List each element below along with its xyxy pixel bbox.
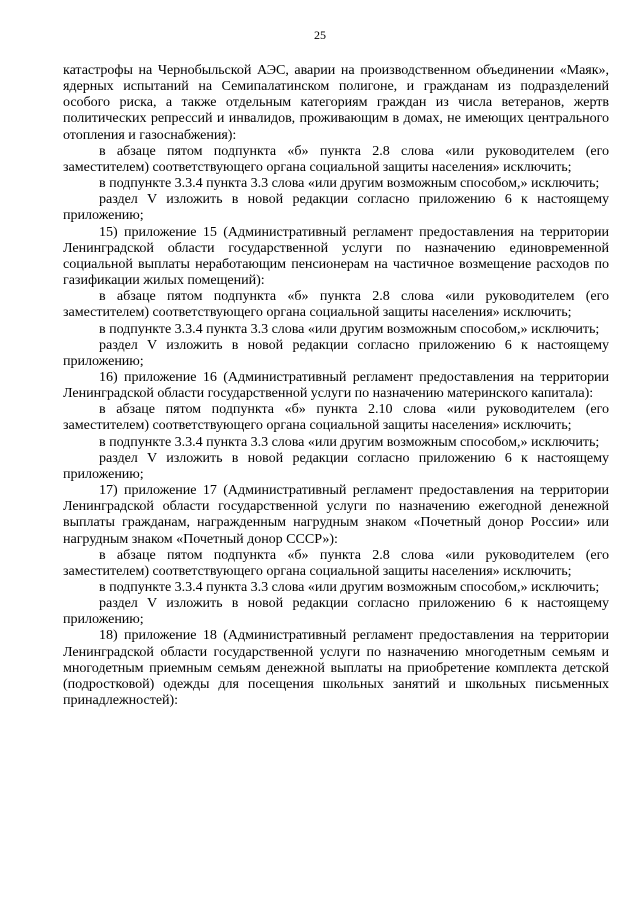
- paragraph-item-17: 17) приложение 17 (Административный регламент предоставления на территории Ленинградской области государственной услуги по назначению ежегодной денежной выплаты гражданам, награжденным нагрудным знаком «Почетный донор России» или нагрудным знаком «Почетный донор СССР»):: [63, 482, 609, 547]
- paragraph: раздел V изложить в новой редакции согласно приложению 6 к настоящему приложению;: [63, 595, 609, 628]
- paragraph: в подпункте 3.3.4 пункта 3.3 слова «или другим возможным способом,» исключить;: [99, 175, 600, 192]
- paragraph-item-18: 18) приложение 18 (Административный регламент предоставления на территории Ленинградской области государственной услуги по назначению многодетным семьям и многодетным приемным семьям денежной выплаты на приобретение комплекта детской (подростковой) одежды для посещения школьных занятий и школьных письменных принадлежностей):: [63, 627, 609, 709]
- paragraph: в подпункте 3.3.4 пункта 3.3 слова «или другим возможным способом,» исключить;: [99, 433, 600, 450]
- paragraph: в подпункте 3.3.4 пункта 3.3 слова «или другим возможным способом,» исключить;: [99, 579, 600, 595]
- paragraph: раздел V изложить в новой редакции согласно приложению 6 к настоящему приложению;: [63, 336, 609, 369]
- paragraph: в абзаце пятом подпункта «б» пункта 2.8 слова «или руководителем (его заместителем) соответствующего органа социальной защиты населения» исключить;: [63, 142, 609, 175]
- paragraph-item-15: 15) приложение 15 (Административный регламент предоставления на территории Ленинградской области государственной услуги по назначению единовременной социальной выплаты неработающим пенсионерам на частичное возмещение расходов по газификации жилых помещений):: [63, 223, 609, 289]
- document-body: [63, 62, 609, 708]
- paragraph: в абзаце пятом подпункта «б» пункта 2.10 слова «или руководителем (его заместителем) соответствующего органа социальной защиты населения» исключить;: [63, 401, 609, 434]
- paragraph-item-16: 16) приложение 16 (Административный регламент предоставления на территории Ленинградской области государственной услуги по назначению материнского капитала):: [63, 368, 609, 402]
- paragraph-continuation: катастрофы на Чернобыльской АЭС, аварии на производственном объединении «Маяк», ядерных испытаний на Семипалатинском полигоне, и гражданам из подразделений особого риска, а также отдельным категориям граждан из числа ветеранов, жертв политических репрессий и инвалидов, проживающим в домах, не имеющих центрального отопления и газоснабжения):: [63, 62, 609, 143]
- paragraph: в абзаце пятом подпункта «б» пункта 2.8 слова «или руководителем (его заместителем) соответствующего органа социальной защиты населения» исключить;: [63, 546, 609, 579]
- paragraph: раздел V изложить в новой редакции согласно приложению 6 к настоящему приложению;: [63, 449, 609, 482]
- paragraph: в подпункте 3.3.4 пункта 3.3 слова «или другим возможным способом,» исключить;: [99, 320, 600, 337]
- paragraph: раздел V изложить в новой редакции согласно приложению 6 к настоящему приложению;: [63, 191, 609, 224]
- page-number: 25: [314, 28, 326, 42]
- paragraph: в абзаце пятом подпункта «б» пункта 2.8 слова «или руководителем (его заместителем) соответствующего органа социальной защиты населения» исключить;: [63, 288, 609, 321]
